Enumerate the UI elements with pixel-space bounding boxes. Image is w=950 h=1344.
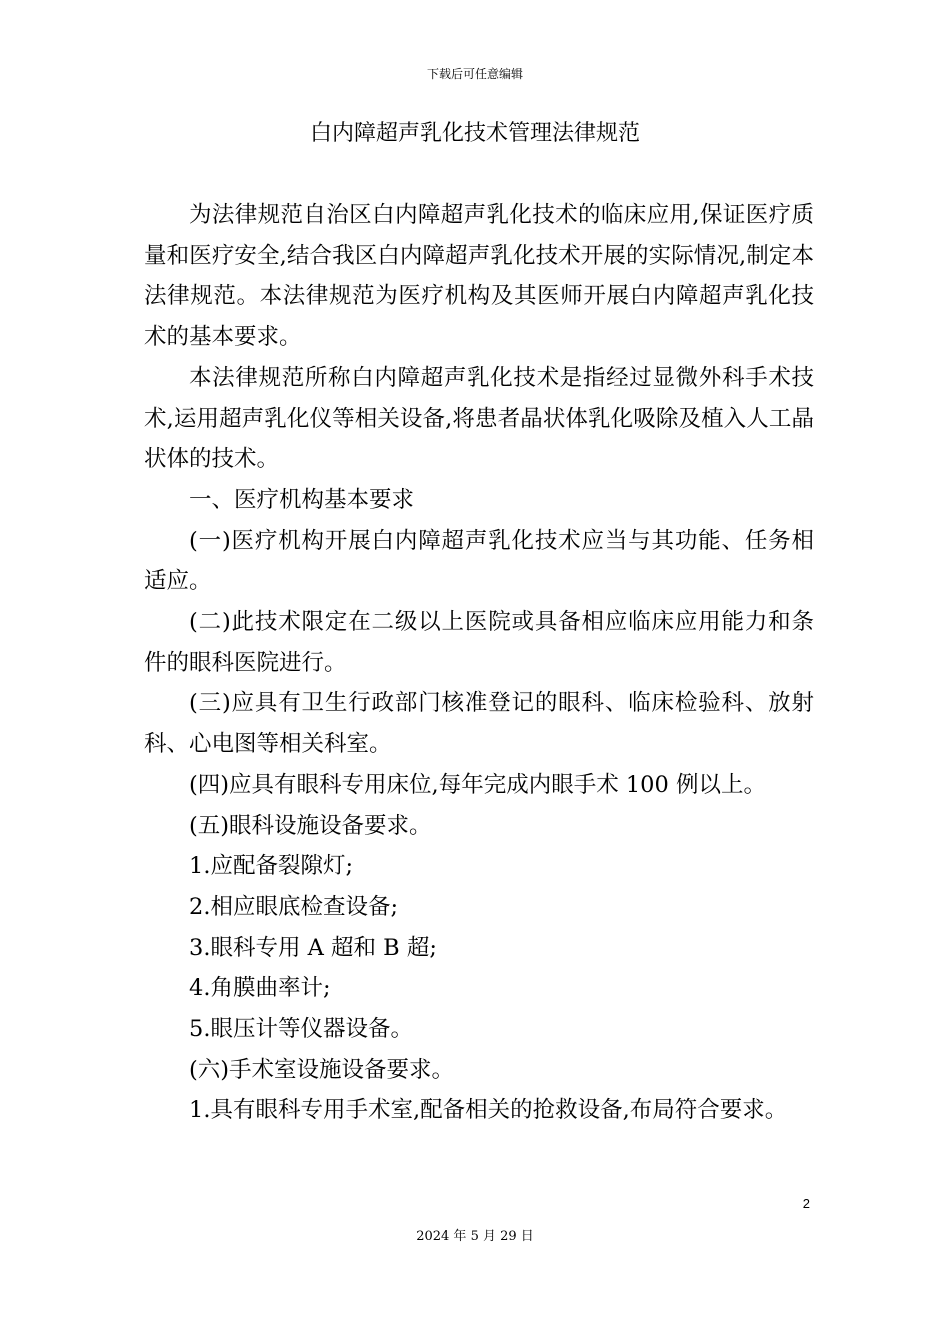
list-item-tonometer: 5.眼压计等仪器设备。: [189, 1016, 413, 1043]
list-item-ultrasound: 3.眼科专用 A 超和 B 超;: [189, 934, 437, 961]
page-number: 2: [802, 1196, 810, 1211]
clause-5: (五)眼科设施设备要求。: [189, 812, 432, 839]
clause-1: (一)医疗机构开展白内障超声乳化技术应当与其功能、任务相适应。: [144, 527, 814, 595]
header-note: 下载后可任意编辑: [426, 67, 523, 81]
footer-date: 2024 年 5 月 29 日: [416, 1229, 534, 1244]
clause-4: (四)应具有眼科专用床位,每年完成内眼手术 100 例以上。: [189, 771, 766, 798]
document-body: [144, 195, 814, 1131]
paragraph-intro: 为法律规范自治区白内障超声乳化技术的临床应用,保证医疗质量和医疗安全,结合我区白内障超声乳化技术开展的实际情况,制定本法律规范。本法律规范为医疗机构及其医师开展白内障超声乳化技术的基本要求。: [144, 202, 814, 351]
clause-3: (三)应具有卫生行政部门核准登记的眼科、临床检验科、放射科、心电图等相关科室。: [144, 690, 814, 758]
list-item-slit-lamp: 1.应配备裂隙灯;: [189, 853, 354, 880]
clause-2: (二)此技术限定在二级以上医院或具备相应临床应用能力和条件的眼科医院进行。: [144, 609, 814, 676]
clause-6: (六)手术室设施设备要求。: [189, 1056, 455, 1083]
paragraph-definition: 本法律规范所称白内障超声乳化技术是指经过显微外科手术技术,运用超声乳化仪等相关设备,将患者晶状体乳化吸除及植入人工晶状体的技术。: [144, 364, 814, 473]
list-item-keratometer: 4.角膜曲率计;: [189, 975, 331, 1002]
section-heading-institution-requirements: 一、医疗机构基本要求: [189, 486, 415, 513]
list-item-operating-room: 1.具有眼科专用手术室,配备相关的抢救设备,布局符合要求。: [189, 1097, 788, 1124]
list-item-fundus-equipment: 2.相应眼底检查设备;: [189, 893, 399, 920]
document-title: 白内障超声乳化技术管理法律规范: [309, 121, 640, 146]
